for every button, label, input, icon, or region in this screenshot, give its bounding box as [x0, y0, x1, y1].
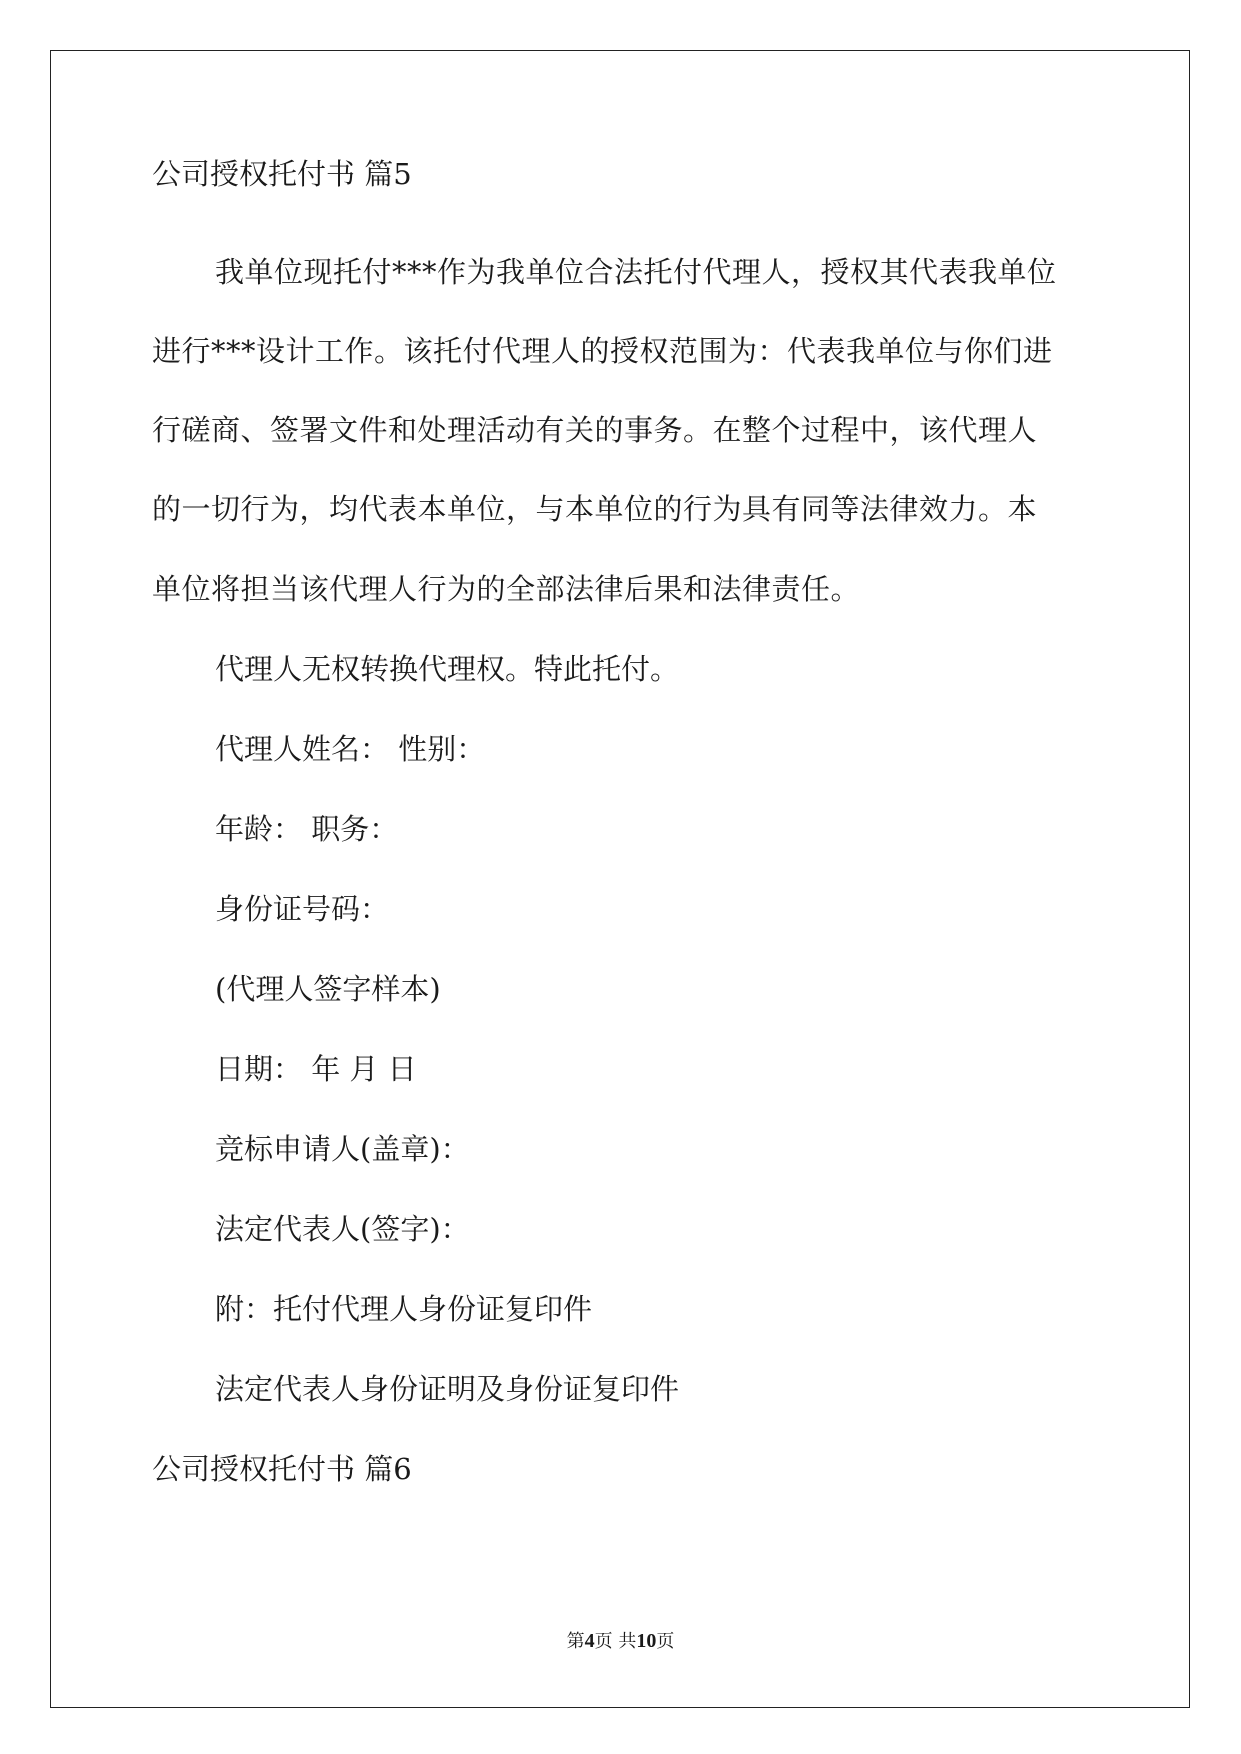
attachment-1: 附：托付代理人身份证复印件 [215, 1292, 593, 1326]
bidder-line: 竞标申请人(盖章)： [215, 1132, 470, 1166]
attachment-2: 法定代表人身份证明及身份证复印件 [215, 1372, 680, 1406]
section-heading-6: 公司授权托付书 篇6 [152, 1452, 412, 1486]
page-current: 4 [584, 1630, 595, 1652]
page-suffix: 页 [656, 1631, 675, 1652]
page-mid: 页 共 [594, 1631, 637, 1652]
page-prefix: 第 [566, 1631, 585, 1652]
section-heading-5: 公司授权托付书 篇5 [152, 157, 412, 191]
paragraph-1-line-3: 行磋商、签署文件和处理活动有关的事务。在整个过程中，该代理人 [152, 413, 1038, 447]
agent-name-gender: 代理人姓名： 性别： [215, 732, 486, 766]
paragraph-1-line-1: 我单位现托付***作为我单位合法托付代理人，授权其代表我单位 [215, 255, 1057, 289]
paragraph-2: 代理人无权转换代理权。特此托付。 [215, 652, 680, 686]
paragraph-1-line-5: 单位将担当该代理人行为的全部法律后果和法律责任。 [152, 572, 861, 606]
legal-rep-line: 法定代表人(签字)： [215, 1212, 470, 1246]
signature-sample: (代理人签字样本) [215, 972, 441, 1006]
page-total: 10 [636, 1630, 657, 1652]
age-position: 年龄： 职务： [215, 812, 399, 846]
page-footer [0, 1627, 1241, 1653]
paragraph-1-line-4: 的一切行为，均代表本单位，与本单位的行为具有同等法律效力。本 [152, 492, 1038, 526]
id-number: 身份证号码： [215, 892, 390, 926]
date-line: 日期： 年 月 日 [215, 1052, 417, 1086]
paragraph-1-line-2: 进行***设计工作。该托付代理人的授权范围为：代表我单位与你们进 [152, 334, 1053, 368]
